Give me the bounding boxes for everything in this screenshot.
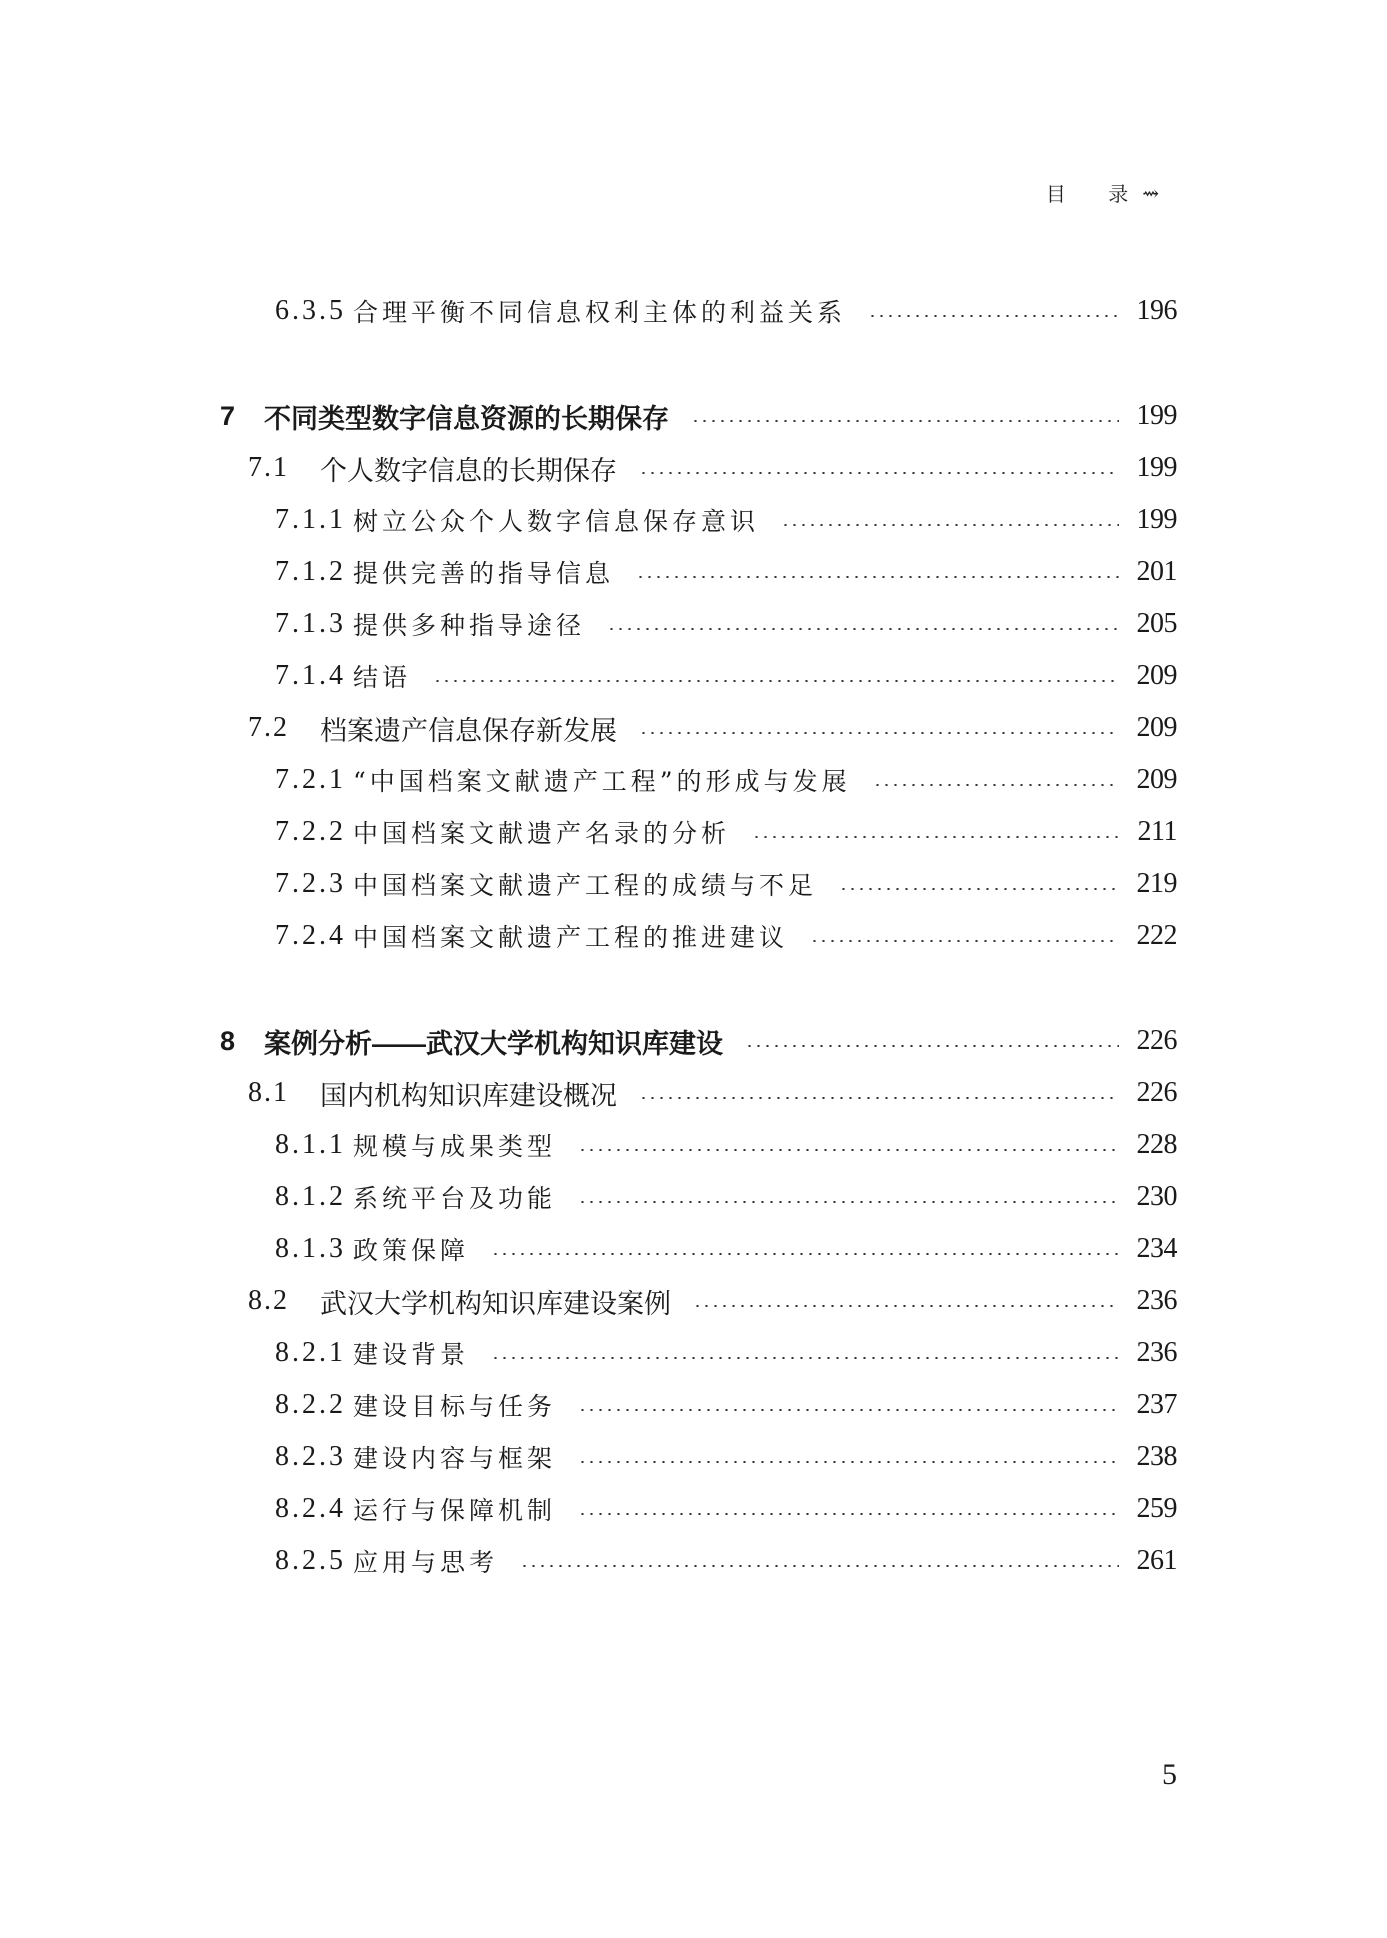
toc-title: 中国档案文献遗产工程的推进建议 (353, 923, 789, 952)
toc-title: 武汉大学机构知识库建设案例 (320, 1288, 671, 1320)
toc-entry[interactable] (220, 708, 1177, 748)
dot-leader (810, 940, 1119, 942)
toc-title: 不同类型数字信息资源的长期保存 (264, 403, 669, 434)
toc-title: 档案遗产信息保存新发展 (320, 715, 617, 747)
dot-leader (636, 576, 1119, 578)
toc-title: 系统平台及功能 (353, 1184, 557, 1213)
toc-number: 8.2 (248, 1285, 289, 1316)
toc-title: “中国档案文献遗产工程”的形成与发展 (353, 767, 851, 796)
dot-leader (578, 1461, 1119, 1463)
toc-entry[interactable] (220, 1177, 1177, 1217)
toc-number: 7.2 (248, 712, 289, 743)
toc-title: 建设内容与框架 (353, 1444, 557, 1473)
toc-title: 中国档案文献遗产名录的分析 (353, 819, 731, 848)
toc-entry[interactable] (220, 1021, 1177, 1061)
toc-page: 201 (1136, 556, 1177, 587)
toc-page: 261 (1136, 1545, 1177, 1576)
toc-page: 259 (1136, 1493, 1177, 1524)
toc-entry[interactable] (220, 1489, 1177, 1529)
toc-entry[interactable] (220, 1541, 1177, 1581)
toc-entry[interactable] (220, 291, 1177, 331)
toc-entry[interactable] (220, 396, 1177, 436)
dot-leader (781, 524, 1119, 526)
toc-title: 提供多种指导途径 (353, 611, 586, 640)
dot-leader (607, 628, 1119, 630)
toc-number: 8.2.1 (275, 1337, 346, 1368)
dot-leader (520, 1565, 1119, 1567)
toc-number: 8.2.5 (275, 1545, 346, 1576)
toc-page: 226 (1136, 1077, 1177, 1108)
toc-page: 234 (1136, 1233, 1177, 1264)
dot-leader (868, 315, 1119, 317)
toc-page: 211 (1137, 816, 1177, 847)
toc-number: 7 (220, 400, 236, 431)
toc-page: 205 (1136, 608, 1177, 639)
toc-title: 提供完善的指导信息 (353, 559, 615, 588)
dot-leader (839, 888, 1119, 890)
toc-page: 199 (1136, 504, 1177, 535)
toc-entry[interactable] (220, 1385, 1177, 1425)
toc-page: 236 (1136, 1337, 1177, 1368)
toc-number: 8.1 (248, 1077, 289, 1108)
running-head-label: 目 录 (1045, 182, 1147, 206)
toc-page: 199 (1136, 452, 1177, 483)
dot-leader (578, 1201, 1119, 1203)
toc-entry[interactable] (220, 604, 1177, 644)
flourish-icon: ⇝ (1142, 180, 1177, 205)
toc-entry[interactable] (220, 500, 1177, 540)
toc-entry[interactable] (220, 1073, 1177, 1113)
toc-entry[interactable] (220, 916, 1177, 956)
dot-leader (433, 680, 1119, 682)
toc-page: 209 (1136, 764, 1177, 795)
toc-title: 建设背景 (353, 1340, 470, 1369)
toc-title: 结语 (353, 663, 412, 692)
toc-number: 7.1 (248, 452, 289, 483)
toc-number: 8 (220, 1025, 236, 1056)
toc-page: 222 (1136, 920, 1177, 951)
toc-entry[interactable] (220, 1125, 1177, 1165)
dot-leader (578, 1149, 1119, 1151)
toc-number: 7.2.3 (275, 868, 346, 899)
toc-page: 209 (1136, 712, 1177, 743)
toc-page: 226 (1136, 1025, 1177, 1056)
toc-entry[interactable] (220, 448, 1177, 488)
toc-entry[interactable] (220, 1281, 1177, 1321)
dot-leader (745, 1045, 1119, 1047)
toc-number: 7.1.2 (275, 556, 346, 587)
toc-number: 7.2.4 (275, 920, 346, 951)
toc-title: 树立公众个人数字信息保存意识 (353, 507, 760, 536)
toc-number: 7.1.4 (275, 660, 346, 691)
toc-entry[interactable] (220, 656, 1177, 696)
dot-leader (578, 1409, 1119, 1411)
toc-title: 个人数字信息的长期保存 (320, 455, 617, 487)
toc-title: 应用与思考 (353, 1548, 499, 1577)
toc-number: 8.1.1 (275, 1129, 346, 1160)
toc-entry[interactable] (220, 864, 1177, 904)
toc-number: 8.1.3 (275, 1233, 346, 1264)
dot-leader (578, 1513, 1119, 1515)
dot-leader (491, 1357, 1119, 1359)
toc-title: 政策保障 (353, 1236, 470, 1265)
toc-entry[interactable] (220, 1333, 1177, 1373)
toc-number: 7.1.3 (275, 608, 346, 639)
toc-number: 8.2.2 (275, 1389, 346, 1420)
toc-title: 案例分析——武汉大学机构知识库建设 (264, 1028, 723, 1059)
toc-title: 国内机构知识库建设概况 (320, 1080, 617, 1112)
dot-leader (873, 784, 1119, 786)
toc-page: 228 (1136, 1129, 1177, 1160)
toc-page: 237 (1136, 1389, 1177, 1420)
toc-number: 8.1.2 (275, 1181, 346, 1212)
toc-title: 合理平衡不同信息权利主体的利益关系 (353, 298, 847, 327)
toc-number: 7.2.1 (275, 764, 346, 795)
toc-title: 建设目标与任务 (353, 1392, 557, 1421)
toc-number: 6.3.5 (275, 295, 346, 326)
toc-title: 规模与成果类型 (353, 1132, 557, 1161)
toc-entry[interactable] (220, 760, 1177, 800)
dot-leader (693, 1305, 1119, 1307)
toc-title: 中国档案文献遗产工程的成绩与不足 (353, 871, 818, 900)
dot-leader (639, 1097, 1119, 1099)
dot-leader (639, 472, 1119, 474)
dot-leader (639, 732, 1119, 734)
toc-page: 196 (1136, 295, 1177, 326)
toc-entry[interactable] (220, 812, 1177, 852)
toc-entry[interactable] (220, 1229, 1177, 1269)
toc-entry[interactable] (220, 552, 1177, 592)
toc-page: 236 (1136, 1285, 1177, 1316)
dot-leader (491, 1253, 1119, 1255)
toc-number: 8.2.4 (275, 1493, 346, 1524)
toc-number: 8.2.3 (275, 1441, 346, 1472)
dot-leader (752, 836, 1119, 838)
toc-page: 209 (1136, 660, 1177, 691)
toc-page: 199 (1136, 400, 1177, 431)
dot-leader (691, 420, 1119, 422)
toc-page: 219 (1136, 868, 1177, 899)
toc-entry[interactable] (220, 1437, 1177, 1477)
toc-title: 运行与保障机制 (353, 1496, 557, 1525)
toc-number: 7.2.2 (275, 816, 346, 847)
page-number: 5 (1162, 1758, 1177, 1791)
toc-number: 7.1.1 (275, 504, 346, 535)
toc-page: 238 (1136, 1441, 1177, 1472)
toc-page: 230 (1136, 1181, 1177, 1212)
